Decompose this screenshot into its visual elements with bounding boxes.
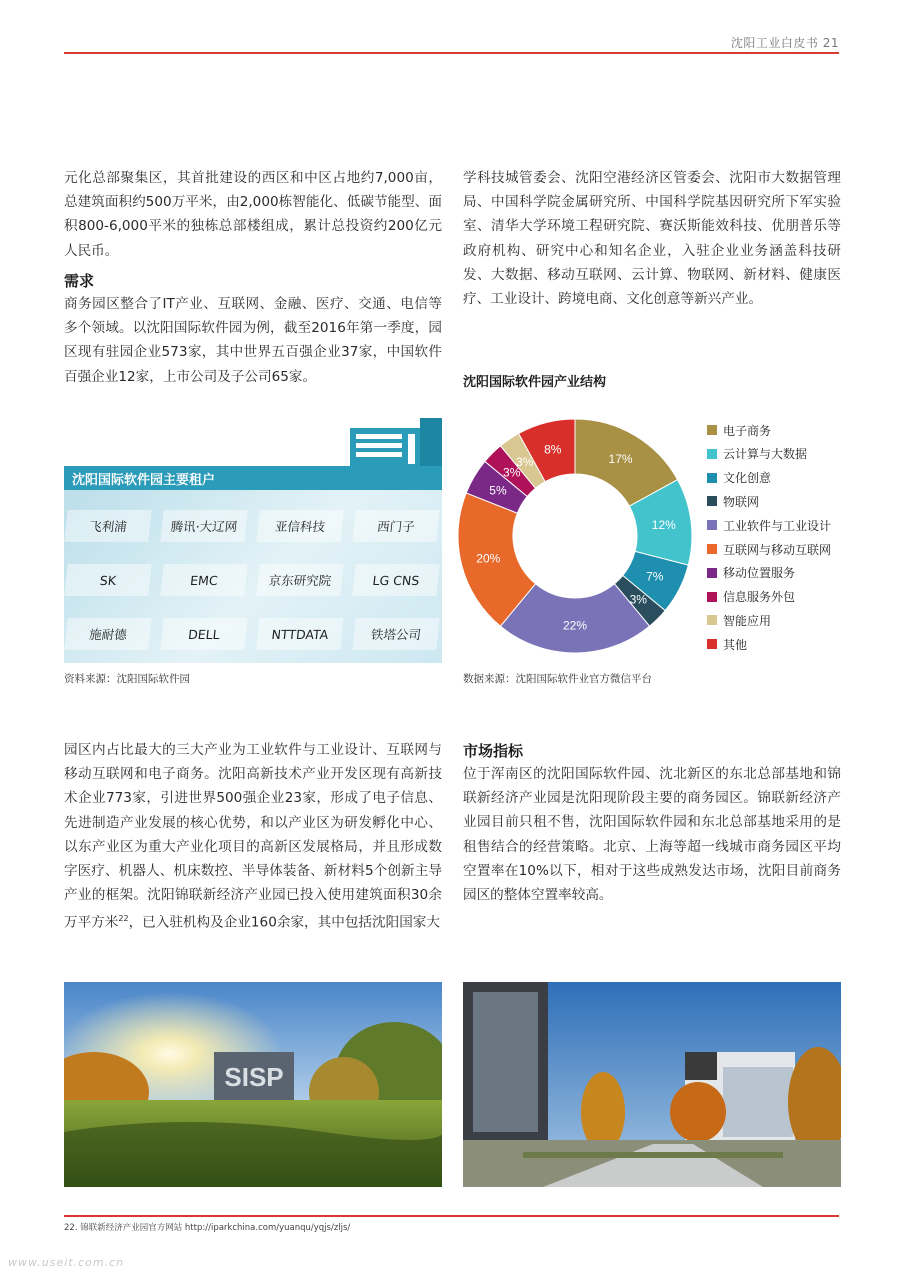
legend-item [707, 492, 759, 510]
left-top-paragraph [64, 166, 442, 263]
legend-label: 云计算与大数据 [723, 447, 808, 462]
slice-label-2: 7% [646, 569, 664, 584]
legend-label: 互联网与移动互联网 [723, 542, 832, 557]
legend-swatch [707, 473, 717, 483]
footnote: 22. 锦联新经济产业园官方网站 http://iparkchina.com/yuanqu/yqjs/zljs/ [64, 1223, 351, 1233]
watermark: www.useit.com.cn [8, 1256, 125, 1269]
tenant-cell: EMC [160, 564, 247, 596]
header-divider [64, 52, 839, 54]
slice-label-8: 3% [516, 454, 534, 469]
slice-label-1: 12% [651, 517, 676, 532]
demand-heading: 需求 [64, 272, 95, 290]
slice-label-7: 3% [503, 465, 521, 480]
legend-item [707, 445, 807, 463]
sisp-sign-text: SISP [224, 1062, 284, 1092]
tenant-cell: LG CNS [352, 564, 439, 596]
legend-label: 工业软件与工业设计 [723, 518, 832, 533]
legend-swatch [707, 592, 717, 602]
legend-swatch [707, 449, 717, 459]
legend-label: 信息服务外包 [723, 590, 796, 605]
legend-item [707, 635, 747, 653]
legend-label: 电子商务 [723, 423, 772, 438]
slice-label-6: 5% [489, 483, 507, 498]
demand-text: 商务园区整合了IT产业、互联网、金融、医疗、交通、电信等多个领域。以沈阳国际软件园为例，截至2016年第一季度，园区现有驻园企业573家，其中世界五百强企业37家，中国软件百强企业12家，上市公司及子公司65家。 [64, 296, 442, 385]
legend-swatch [707, 425, 717, 435]
market-heading: 市场指标 [463, 742, 524, 760]
legend-item [707, 469, 771, 487]
market-paragraph [463, 762, 841, 907]
running-header: 沈阳工业白皮书 21 [730, 36, 839, 50]
slice-label-4: 22% [562, 618, 588, 633]
tenant-cell: 亚信科技 [256, 510, 343, 542]
tenant-cell: SK [64, 564, 151, 596]
footnote-ref: 22 [118, 914, 129, 924]
building-icon [350, 418, 442, 468]
tenant-title: 沈阳国际软件园主要租户 [72, 473, 216, 488]
donut-chart [455, 416, 700, 656]
legend-item [707, 540, 831, 558]
tenant-cell: DELL [160, 618, 247, 650]
demand-paragraph [64, 292, 442, 389]
tenant-cell: 施耐德 [64, 618, 151, 650]
legend-swatch [707, 568, 717, 578]
park-sign-image [64, 982, 442, 1187]
market-text: 位于浑南区的沈阳国际软件园、沈北新区的东北总部基地和锦联新经济产业园是沈阳现阶段主要的商务园区。锦联新经济产业园目前只租不售，沈阳国际软件园和东北总部基地采用的是租售结合的经营策略。北京、上海等超一线城市商务园区平均空置率在10%以下，相对于这些成熟发达市场，沈阳目前商务园区的整体空置率较高。 [463, 766, 841, 904]
legend-item [707, 588, 795, 606]
slice-label-9: 8% [544, 442, 562, 457]
legend-item [707, 516, 831, 534]
tenant-cell: 铁塔公司 [352, 618, 439, 650]
industries-text: 园区内占比最大的三大产业为工业软件与工业设计、互联网与移动互联网和电子商务。沈阳高新技术产业开发区现有高新技术企业773家，引进世界500强企业23家，形成了电子信息、先进制造产业发展的核心优势，和以产业区为研发孵化中心、以东产业区为重大产业化项目的高新区发展格局，并且形成数字医疗、机器人、机床数控、半导体装备、新材料5个创新主导产业的框架。沈阳锦联新经济产业园已投入使用建筑面积30余万平方米 [64, 742, 442, 931]
institutions-paragraph: 学科技城管委会、沈阳空港经济区管委会、沈阳市大数据管理局、中国科学院金属研究所、中国科学院基因研究所下军实验室、清华大学环境工程研究院、赛沃斯能效科技、优朋普乐等政府机构、研究中心和知名企业，入驻企业业务涵盖科技研发、大数据、移动互联网、云计算、物联网、新材料、健康医疗、工业设计、跨境电商、文化创意等新兴产业。 [463, 170, 841, 308]
legend-swatch [707, 496, 717, 506]
slice-label-3: 3% [629, 592, 647, 607]
slice-label-5: 20% [476, 551, 501, 566]
legend-label: 文化创意 [723, 471, 772, 486]
intro-paragraph: 元化总部聚集区，其首批建设的西区和中区占地约7,000亩，总建筑面积约500万平米，由2,000栋智能化、低碳节能型、面积800-6,000平米的独栋总部楼组成，累计总投资约200亿元人民币。 [64, 170, 442, 259]
legend-item [707, 421, 771, 439]
tenants-source: 资料来源：沈阳国际软件园 [64, 673, 190, 685]
tenants-panel [64, 418, 442, 663]
legend-label: 物联网 [723, 494, 760, 509]
office-buildings-image [463, 982, 841, 1187]
tenant-cell: 飞利浦 [64, 510, 151, 542]
tenant-cell: 京东研究院 [256, 564, 343, 596]
legend-label: 移动位置服务 [723, 566, 796, 581]
industries-text-end: ，已入驻机构及企业160余家，其中包括沈阳国家大 [128, 914, 440, 931]
tenant-cell: 腾讯·大辽网 [160, 510, 247, 542]
legend-item [707, 611, 771, 629]
tenant-cell: 西门子 [352, 510, 439, 542]
legend-swatch [707, 639, 717, 649]
footer-divider [64, 1215, 839, 1217]
legend-swatch [707, 520, 717, 530]
slice-label-0: 17% [608, 451, 633, 466]
tenant-cell: NTTDATA [256, 618, 343, 650]
chart-title: 沈阳国际软件园产业结构 [463, 375, 607, 390]
legend-swatch [707, 544, 717, 554]
park-sign-photo [64, 982, 442, 1187]
legend-label: 其他 [723, 637, 748, 652]
legend-item [707, 564, 795, 582]
chart-source: 数据来源：沈阳国际软件业官方微信平台 [463, 673, 652, 685]
office-buildings-photo [463, 982, 841, 1187]
left-bottom-paragraph [64, 738, 442, 935]
right-top-paragraph [463, 166, 841, 311]
legend-label: 智能应用 [723, 613, 772, 628]
industries-paragraph [64, 738, 442, 935]
legend-swatch [707, 615, 717, 625]
